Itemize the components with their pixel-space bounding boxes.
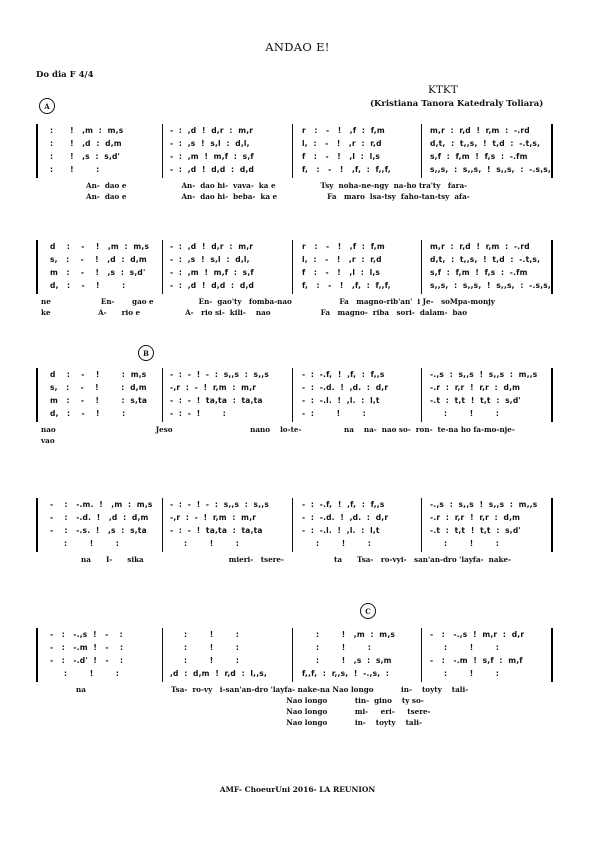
bar-line	[421, 498, 422, 552]
page-footer: AMF- ChoeurUni 2016- LA REUNION	[219, 785, 376, 794]
measure-notes: r : - ! ,f : f,m	[302, 242, 385, 251]
composer-short: KTKT	[428, 84, 458, 96]
bar-line	[36, 368, 38, 422]
measure-notes: - : ,s ! s,l : d,l,	[170, 139, 250, 148]
measure-notes: : ! ,m : m,s	[50, 126, 124, 135]
measure-notes: s,,s, : s,,s, ! s,,s, : -.s,s,	[430, 165, 551, 174]
measure-notes: : ! :	[170, 643, 240, 652]
lyric-line: Nao longo tin- gino ty so-	[36, 696, 424, 705]
measure-notes: - : ,m ! m,f : s,f	[170, 268, 254, 277]
measure-notes: - : -.f, ! ,f, : f,,s	[302, 500, 385, 509]
measure-notes: -,r : - ! r,m : m,r	[170, 513, 257, 522]
measure-notes: f, : - ! ,f, : f,,f,	[302, 281, 391, 290]
measure-notes: l, : - ! ,r : r,d	[302, 139, 382, 148]
song-title: ANDAO E!	[265, 40, 330, 54]
rehearsal-mark-b: B	[138, 345, 154, 361]
lyric-line: Nao longo mi- eri- tsere-	[36, 707, 431, 716]
bar-line	[162, 368, 163, 422]
measure-notes: : ! ,s : s,m	[302, 656, 392, 665]
bar-line	[421, 124, 422, 178]
measure-notes: m,r : r,d ! r,m : -.rd	[430, 242, 530, 251]
key-signature: Do dia F 4/4	[36, 70, 94, 80]
measure-notes: - : -.,s ! - :	[50, 630, 123, 639]
measure-notes: s,f : f,m ! f,s : -.fm	[430, 268, 528, 277]
bar-line	[36, 628, 38, 682]
measure-notes: : ! :	[170, 539, 240, 548]
bar-line	[551, 628, 553, 682]
measure-notes: ,d : d,m ! r,d : l,,s,	[170, 669, 267, 678]
measure-notes: l, : - ! ,r : r,d	[302, 255, 382, 264]
measure-notes: : ! :	[430, 669, 500, 678]
bar-line	[162, 240, 163, 294]
measure-notes: f, : - ! ,f, : f,,f,	[302, 165, 391, 174]
bar-line	[421, 240, 422, 294]
measure-notes: - : -.d' ! - :	[50, 656, 124, 665]
measure-notes: - : - ! ta,ta : ta,ta	[170, 526, 263, 535]
measure-notes: : ! :	[430, 409, 500, 418]
notation-system	[36, 124, 558, 206]
measure-notes: - : -.,s ! m,r : d,r	[430, 630, 525, 639]
measure-notes: - : ,d ! d,r : m,r	[170, 126, 254, 135]
measure-notes: m,r : r,d ! r,m : -.rd	[430, 126, 530, 135]
measure-notes: - : -.f, ! ,f, : f,,s	[302, 370, 385, 379]
measure-notes: - : -.d. ! ,d : d,m	[50, 513, 149, 522]
notation-system	[36, 240, 558, 322]
lyric-line: vao	[36, 436, 55, 445]
measure-notes: f : - ! ,l : l,s	[302, 152, 381, 161]
lyric-line: na Tsa- ro-vy i-san'an-dro 'layfa- nake-na Nao longo in- toyty tali-	[36, 685, 469, 694]
measure-notes: - : ,d ! d,d : d,d	[170, 281, 255, 290]
lyric-line: ke A- rio e A- rio si- kili- nao Fa magno- riba sori- dalam- bao	[36, 308, 467, 317]
measure-notes: m : - ! ,s : s,d'	[50, 268, 146, 277]
measure-notes: s,,s, : s,,s, ! s,,s, : -.s,s,	[430, 281, 551, 290]
measure-notes: - : ,d ! d,r : m,r	[170, 242, 254, 251]
measure-notes: -.,s : s,,s ! s,,s : m,,s	[430, 370, 538, 379]
measure-notes: - : ! :	[302, 409, 366, 418]
measure-notes: : ! ,d : d,m	[50, 139, 122, 148]
measure-notes: d, : - ! :	[50, 281, 126, 290]
bar-line	[292, 498, 293, 552]
measure-notes: d : - ! ,m : m,s	[50, 242, 150, 251]
measure-notes: : ! :	[302, 539, 372, 548]
measure-notes: m : - ! : s,ta	[50, 396, 148, 405]
lyric-line: ne En- gao e En- gao'ty fomba-nao Fa magno-rib'an' i Je- soMpa-monjy	[36, 297, 495, 306]
measure-notes: - : - ! :	[170, 409, 226, 418]
lyric-line: An- dao e An- dao hi- beba- ka e Fa maro lsa-tsy faho-tan-tsy afa-	[36, 192, 470, 201]
bar-line	[292, 628, 293, 682]
notation-system	[36, 498, 558, 569]
lyric-line: nao Jeso nano lo-te- na na- nao so- ron- te-na ho fa-mo-nje-	[36, 425, 515, 434]
measure-notes: - : -.m ! s,f : m,f	[430, 656, 523, 665]
measure-notes: : ! :	[50, 165, 100, 174]
measure-notes: : ! :	[430, 539, 500, 548]
bar-line	[551, 498, 553, 552]
measure-notes: s, : - ! : d,m	[50, 383, 147, 392]
measure-notes: - : ,d ! d,d : d,d	[170, 165, 255, 174]
bar-line	[421, 628, 422, 682]
measure-notes: - : -.m. ! ,m : m,s	[50, 500, 153, 509]
bar-line	[551, 240, 553, 294]
measure-notes: - : - ! - : s,,s : s,,s	[170, 370, 269, 379]
measure-notes: r : - ! ,f : f,m	[302, 126, 385, 135]
measure-notes: d, : - ! :	[50, 409, 126, 418]
measure-notes: - : ,m ! m,f : s,f	[170, 152, 254, 161]
measure-notes: -.r : r,r ! r,r : d,m	[430, 513, 521, 522]
measure-notes: : ! ,s : s,d'	[50, 152, 121, 161]
bar-line	[36, 124, 38, 178]
lyric-line: An- dao e An- dao hi- vava- ka e Tsy noha-ne-ngy na-ho tra'ty fara-	[36, 181, 468, 190]
bar-line	[36, 498, 38, 552]
bar-line	[162, 498, 163, 552]
bar-line	[551, 368, 553, 422]
measure-notes: : ! :	[430, 643, 500, 652]
bar-line	[551, 124, 553, 178]
measure-notes: -.r : r,r ! r,r : d,m	[430, 383, 521, 392]
measure-notes: -,r : - ! r,m : m,r	[170, 383, 257, 392]
measure-notes: -.t : t,t ! t,t : s,d'	[430, 396, 521, 405]
measure-notes: : ! :	[302, 643, 372, 652]
measure-notes: - : - ! ta,ta : ta,ta	[170, 396, 263, 405]
notation-system	[36, 628, 558, 732]
bar-line	[421, 368, 422, 422]
measure-notes: - : ,s ! s,l : d,l,	[170, 255, 250, 264]
measure-notes: : ! :	[50, 539, 120, 548]
measure-notes: : ! :	[170, 630, 240, 639]
measure-notes: - : -.d. ! ,d. : d,r	[302, 383, 389, 392]
rehearsal-mark-a: A	[39, 98, 55, 114]
measure-notes: : ! ,m : m,s	[302, 630, 396, 639]
composer-full: (Kristiana Tanora Katedraly Toliara)	[370, 99, 544, 109]
measure-notes: -.t : t,t ! t,t : s,d'	[430, 526, 521, 535]
measure-notes: - : -.l. ! ,l. : l,t	[302, 396, 380, 405]
bar-line	[36, 240, 38, 294]
notation-system	[36, 368, 558, 450]
measure-notes: - : -.l. ! ,l. : l,t	[302, 526, 380, 535]
measure-notes: d,t, : t,,s, ! t,d : -.t,s,	[430, 255, 541, 264]
measure-notes: s,f : f,m ! f,s : -.fm	[430, 152, 528, 161]
measure-notes: - : -.s. ! ,s : s,ta	[50, 526, 147, 535]
rehearsal-mark-c: C	[360, 603, 376, 619]
measure-notes: f : - ! ,l : l,s	[302, 268, 381, 277]
bar-line	[162, 628, 163, 682]
bar-line	[292, 368, 293, 422]
bar-line	[292, 124, 293, 178]
measure-notes: - : -.d. ! ,d. : d,r	[302, 513, 389, 522]
lyric-line: Nao longo in- toyty tali-	[36, 718, 423, 727]
lyric-line: na I- sika mieri- tsere- ta Tsa- ro-vyi- san'an-dro 'layfa- nake-	[36, 555, 512, 564]
bar-line	[292, 240, 293, 294]
measure-notes: d,t, : t,,s, ! t,d : -.t,s,	[430, 139, 541, 148]
measure-notes: : ! :	[170, 656, 240, 665]
measure-notes: f,,f, : r,,s, ! -.,s, :	[302, 669, 390, 678]
measure-notes: d : - ! : m,s	[50, 370, 147, 379]
bar-line	[162, 124, 163, 178]
measure-notes: - : - ! - : s,,s : s,,s	[170, 500, 269, 509]
measure-notes: -.,s : s,,s ! s,,s : m,,s	[430, 500, 538, 509]
measure-notes: s, : - ! ,d : d,m	[50, 255, 147, 264]
measure-notes: - : -.m ! - :	[50, 643, 124, 652]
measure-notes: : ! :	[50, 669, 120, 678]
